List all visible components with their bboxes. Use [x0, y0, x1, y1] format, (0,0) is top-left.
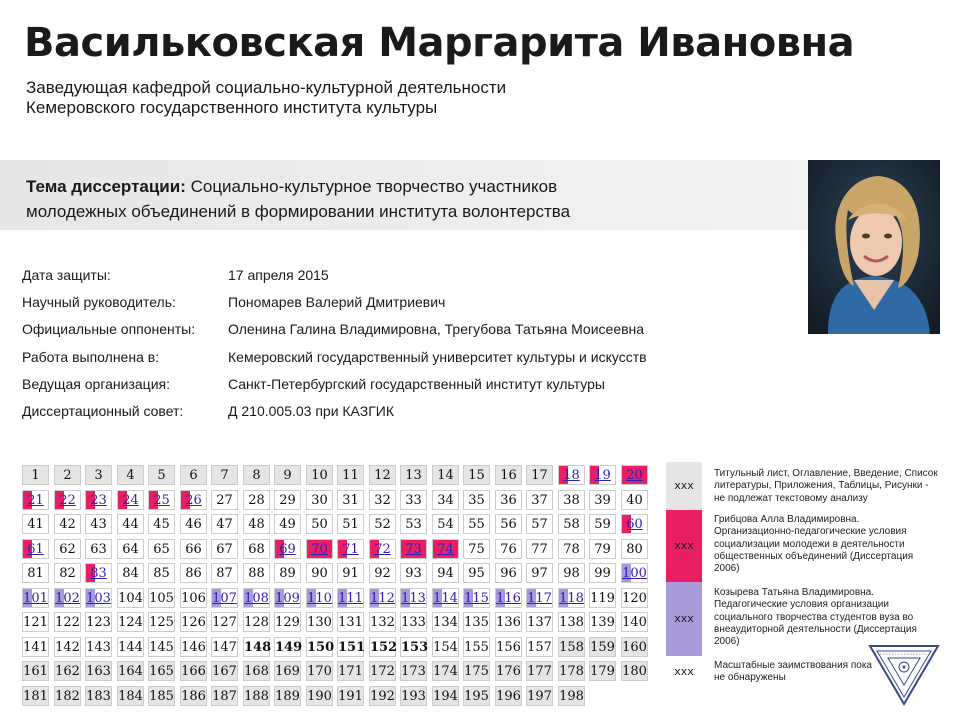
- page-cell: 128: [243, 612, 270, 632]
- info-label: Работа выполнена в:: [22, 348, 160, 365]
- page-cell: 138: [558, 612, 585, 632]
- page-cell: 100: [621, 563, 648, 583]
- page-cell: 160: [621, 637, 648, 657]
- page-cell: 107: [211, 588, 238, 608]
- page-cell: 123: [85, 612, 112, 632]
- page-cell: 88: [243, 563, 270, 583]
- page-cell: 18: [558, 465, 585, 485]
- info-value: Пономарев Валерий Дмитриевич: [228, 294, 446, 311]
- page-cell: 184: [117, 686, 144, 706]
- page-cell: 189: [274, 686, 301, 706]
- page-cell: 73: [400, 539, 427, 559]
- topic-label: Тема диссертации:: [26, 177, 186, 196]
- page-cell: 33: [400, 490, 427, 510]
- page-cell: 119: [589, 588, 616, 608]
- page-cell: 168: [243, 661, 270, 681]
- page-cell: 187: [211, 686, 238, 706]
- page-cell: 101: [22, 588, 49, 608]
- page-cell: 146: [180, 637, 207, 657]
- page-cell: 69: [274, 539, 301, 559]
- page-cell: 176: [495, 661, 522, 681]
- page-cell: 194: [432, 686, 459, 706]
- page-cell: 67: [211, 539, 238, 559]
- legend-text-purple: Козырева Татьяна Владимировна. Педагогические условия организации социального творчества студентов вуза во внеаудиторной деятельности (Диссертация 2006): [714, 587, 917, 648]
- page-cell: 182: [54, 686, 81, 706]
- page-cell: 28: [243, 490, 270, 510]
- page-cell: 78: [558, 539, 585, 559]
- page-cell: 170: [306, 661, 333, 681]
- page-cell: 40: [621, 490, 648, 510]
- legend-swatch-purple: xxx: [666, 582, 702, 656]
- page-cell: 141: [22, 637, 49, 657]
- info-label: Официальные оппоненты:: [22, 321, 196, 338]
- page-cell: 144: [117, 637, 144, 657]
- info-label: Дата защиты:: [22, 267, 111, 283]
- page-cell: 163: [85, 661, 112, 681]
- page-cell: 131: [337, 612, 364, 632]
- page-cell: 173: [400, 661, 427, 681]
- page-cell: 3: [85, 465, 112, 485]
- page-cell: 52: [369, 514, 396, 534]
- page-cell: 76: [495, 539, 522, 559]
- legend-swatch-white: xxx: [666, 656, 702, 688]
- page-cell: 137: [526, 612, 553, 632]
- page-cell: 196: [495, 686, 522, 706]
- page-cell: 35: [463, 490, 490, 510]
- page-cell: 89: [274, 563, 301, 583]
- page-cell: 197: [526, 686, 553, 706]
- page-cell: 34: [432, 490, 459, 510]
- page-cell: 97: [526, 563, 553, 583]
- page-cell: 198: [558, 686, 585, 706]
- page-cell: 108: [243, 588, 270, 608]
- page-cell: 110: [306, 588, 333, 608]
- page-cell: 183: [85, 686, 112, 706]
- page-cell: 84: [117, 563, 144, 583]
- person-name: Васильковская Маргарита Ивановна: [24, 20, 855, 66]
- page-cell: 177: [526, 661, 553, 681]
- page-cell: 25: [148, 490, 175, 510]
- page-cell: 167: [211, 661, 238, 681]
- page-cell: 148: [243, 637, 270, 657]
- page-cell: 115: [463, 588, 490, 608]
- page-cell: 117: [526, 588, 553, 608]
- page-cell: 195: [463, 686, 490, 706]
- page-cell: 96: [495, 563, 522, 583]
- page-cell: 10: [306, 465, 333, 485]
- page-cell: 186: [180, 686, 207, 706]
- page-cell: 32: [369, 490, 396, 510]
- page-cell: 63: [85, 539, 112, 559]
- position-line-1: Заведующая кафедрой социально-культурной деятельности: [26, 78, 507, 97]
- page-cell: 1: [22, 465, 49, 485]
- page-cell: 22: [54, 490, 81, 510]
- page-cell: 26: [180, 490, 207, 510]
- page-cell: 169: [274, 661, 301, 681]
- person-position: [26, 78, 726, 118]
- info-label: Ведущая организация:: [22, 375, 170, 392]
- page-cell: 87: [211, 563, 238, 583]
- page-cell: 91: [337, 563, 364, 583]
- page-cell: 143: [85, 637, 112, 657]
- page-cell: 132: [369, 612, 396, 632]
- page-cell: 37: [526, 490, 553, 510]
- info-label: Научный руководитель:: [22, 294, 176, 311]
- dissernet-triangle-stamp-icon: [866, 640, 942, 710]
- page-cell: 151: [337, 637, 364, 657]
- page-cell: 95: [463, 563, 490, 583]
- page-cell: 172: [369, 661, 396, 681]
- page-cell: 72: [369, 539, 396, 559]
- page-cell: 133: [400, 612, 427, 632]
- page-cell: 165: [148, 661, 175, 681]
- page-cell: 70: [306, 539, 333, 559]
- page-cell: 36: [495, 490, 522, 510]
- position-line-2: Кемеровского государственного института культуры: [26, 98, 438, 117]
- page-cell: 43: [85, 514, 112, 534]
- page-cell: 162: [54, 661, 81, 681]
- page-cell: 90: [306, 563, 333, 583]
- page-cell: 188: [243, 686, 270, 706]
- page-cell: 129: [274, 612, 301, 632]
- page-cell: 15: [463, 465, 490, 485]
- page-cell: 54: [432, 514, 459, 534]
- page-cell: 80: [621, 539, 648, 559]
- page-cell: 179: [589, 661, 616, 681]
- page-cell: 191: [337, 686, 364, 706]
- page-cell: 175: [463, 661, 490, 681]
- page-cell: 139: [589, 612, 616, 632]
- page-cell: 9: [274, 465, 301, 485]
- page-cell: 105: [148, 588, 175, 608]
- page-cell: 83: [85, 563, 112, 583]
- page-cell: 157: [526, 637, 553, 657]
- page-cell: 49: [274, 514, 301, 534]
- page-cell: 11: [337, 465, 364, 485]
- page-cell: 24: [117, 490, 144, 510]
- page-cell: 124: [117, 612, 144, 632]
- page-cell: 106: [180, 588, 207, 608]
- page-cell: 31: [337, 490, 364, 510]
- page-cell: 113: [400, 588, 427, 608]
- page-cell: 39: [589, 490, 616, 510]
- legend-text-gray: Титульный лист, Оглавление, Введение, Список литературы, Приложения, Таблицы, Рисунки - не подлежат текстовому анализу: [714, 468, 938, 504]
- page-cell: 27: [211, 490, 238, 510]
- info-value: Кемеровский государственный университет культуры и искусств: [228, 348, 647, 365]
- page-cell: 38: [558, 490, 585, 510]
- page-cell: 50: [306, 514, 333, 534]
- page-cell: 109: [274, 588, 301, 608]
- page-cell: 23: [85, 490, 112, 510]
- page-cell: 45: [148, 514, 175, 534]
- page-cell: 30: [306, 490, 333, 510]
- page-cell: 14: [432, 465, 459, 485]
- page-cell: 2: [54, 465, 81, 485]
- page-cell: 145: [148, 637, 175, 657]
- page-cell: 114: [432, 588, 459, 608]
- page-cell: 185: [148, 686, 175, 706]
- page-cell: 126: [180, 612, 207, 632]
- page-cell: 171: [337, 661, 364, 681]
- page-cell: 56: [495, 514, 522, 534]
- page-cell: 178: [558, 661, 585, 681]
- page-cell: 57: [526, 514, 553, 534]
- legend-text-white: Масштабные заимствования пока не обнаружены: [714, 660, 872, 684]
- page-cell: 130: [306, 612, 333, 632]
- page-cell: 150: [306, 637, 333, 657]
- page-cell: 135: [463, 612, 490, 632]
- page-cell: 94: [432, 563, 459, 583]
- page-cell: 111: [337, 588, 364, 608]
- page-cell: 13: [400, 465, 427, 485]
- page-cell: 47: [211, 514, 238, 534]
- page-cell: 8: [243, 465, 270, 485]
- page-cell: 140: [621, 612, 648, 632]
- page-cell: 125: [148, 612, 175, 632]
- page-cell: 161: [22, 661, 49, 681]
- page-cell: 16: [495, 465, 522, 485]
- page-cell: 159: [589, 637, 616, 657]
- page-grid: [22, 465, 652, 704]
- page-cell: 164: [117, 661, 144, 681]
- page-cell: 74: [432, 539, 459, 559]
- page-cell: 147: [211, 637, 238, 657]
- page-cell: 65: [148, 539, 175, 559]
- page-cell: 64: [117, 539, 144, 559]
- page-cell: 68: [243, 539, 270, 559]
- page-cell: 79: [589, 539, 616, 559]
- page-cell: 142: [54, 637, 81, 657]
- page-cell: 158: [558, 637, 585, 657]
- page-cell: 98: [558, 563, 585, 583]
- page-cell: 190: [306, 686, 333, 706]
- page-cell: 58: [558, 514, 585, 534]
- page-cell: 19: [589, 465, 616, 485]
- page-cell: 66: [180, 539, 207, 559]
- page-cell: 112: [369, 588, 396, 608]
- page-cell: 93: [400, 563, 427, 583]
- legend-text-pink: Грибцова Алла Владимировна. Организационно-педагогические условия социализации молодежи в деятельности общественных объединений (Диссертация 2006): [714, 514, 914, 575]
- page-cell: 122: [54, 612, 81, 632]
- page-cell: 152: [369, 637, 396, 657]
- page-cell: 121: [22, 612, 49, 632]
- page-cell: 20: [621, 465, 648, 485]
- page-cell: 118: [558, 588, 585, 608]
- page-cell: 51: [337, 514, 364, 534]
- page-cell: 149: [274, 637, 301, 657]
- page-cell: 92: [369, 563, 396, 583]
- page-cell: 193: [400, 686, 427, 706]
- dissertation-topic: [26, 174, 786, 224]
- page-cell: 44: [117, 514, 144, 534]
- legend-swatch-pink: xxx: [666, 510, 702, 582]
- topic-text-1: Социально-культурное творчество участников: [190, 177, 558, 196]
- page-cell: 71: [337, 539, 364, 559]
- page-cell: 55: [463, 514, 490, 534]
- page-cell: 59: [589, 514, 616, 534]
- page-cell: 120: [621, 588, 648, 608]
- page-cell: 127: [211, 612, 238, 632]
- page-cell: 136: [495, 612, 522, 632]
- info-value: Санкт-Петербургский государственный институт культуры: [228, 375, 605, 392]
- page-cell: 12: [369, 465, 396, 485]
- page-cell: 53: [400, 514, 427, 534]
- page-cell: 60: [621, 514, 648, 534]
- page-cell: 46: [180, 514, 207, 534]
- page-cell: 156: [495, 637, 522, 657]
- page-cell: 86: [180, 563, 207, 583]
- page-cell: 62: [54, 539, 81, 559]
- page-cell: 77: [526, 539, 553, 559]
- page-cell: 99: [589, 563, 616, 583]
- page-cell: 29: [274, 490, 301, 510]
- page-cell: 103: [85, 588, 112, 608]
- topic-text-2: молодежных объединений в формировании института волонтерства: [26, 202, 571, 221]
- page-cell: 192: [369, 686, 396, 706]
- page-cell: 82: [54, 563, 81, 583]
- info-value: Д 210.005.03 при КАЗГИК: [228, 402, 394, 419]
- page-cell: 75: [463, 539, 490, 559]
- page-cell: 102: [54, 588, 81, 608]
- page-cell: 181: [22, 686, 49, 706]
- page-cell: 153: [400, 637, 427, 657]
- info-value: 17 апреля 2015: [228, 267, 329, 283]
- legend-swatch-gray: xxx: [666, 462, 702, 510]
- page-cell: 42: [54, 514, 81, 534]
- page-cell: 41: [22, 514, 49, 534]
- page-cell: 21: [22, 490, 49, 510]
- page-cell: 5: [148, 465, 175, 485]
- page-cell: 155: [463, 637, 490, 657]
- page-cell: 154: [432, 637, 459, 657]
- info-label: Диссертационный совет:: [22, 402, 184, 419]
- info-value: Оленина Галина Владимировна, Трегубова Татьяна Моисеевна: [228, 321, 645, 338]
- page-cell: 48: [243, 514, 270, 534]
- page-cell: 85: [148, 563, 175, 583]
- page-cell: 116: [495, 588, 522, 608]
- portrait-photo: [808, 160, 940, 334]
- page-cell: 134: [432, 612, 459, 632]
- page-cell: 6: [180, 465, 207, 485]
- page-cell: 166: [180, 661, 207, 681]
- page-cell: 174: [432, 661, 459, 681]
- page-cell: 7: [211, 465, 238, 485]
- page-cell: 104: [117, 588, 144, 608]
- page-cell: 81: [22, 563, 49, 583]
- page-cell: 17: [526, 465, 553, 485]
- page-cell: 61: [22, 539, 49, 559]
- page-cell: 180: [621, 661, 648, 681]
- page-cell: 4: [117, 465, 144, 485]
